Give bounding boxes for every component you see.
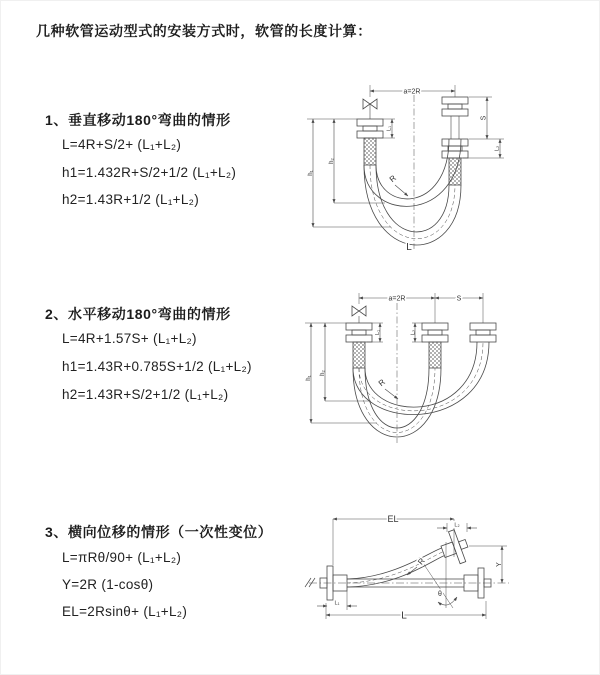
diagram-vertical-180-bend bbox=[299, 77, 533, 261]
tilted-flange-displaced bbox=[437, 527, 472, 568]
page-title: 几种软管运动型式的安装方式时，软管的长度计算： bbox=[36, 23, 372, 39]
formula-s2-length: L=4R+1.57S+ (L₁+L₂) bbox=[62, 331, 197, 346]
dim-label-l1: L₁ bbox=[334, 600, 340, 607]
dim-label-l1: L₁ bbox=[375, 330, 381, 335]
section-2-heading: 2、水平移动180°弯曲的情形 bbox=[45, 306, 231, 322]
formula-s3-el: EL=2Rsinθ+ (L₁+L₂) bbox=[62, 604, 188, 619]
formula-s3-y: Y=2R (1-cosθ) bbox=[62, 577, 154, 592]
dim-label-l2: L₂ bbox=[410, 329, 417, 336]
formula-s3-length: L=πRθ/90+ (L₁+L₂) bbox=[62, 550, 182, 565]
section-3-heading: 3、横向位移的情形（一次性变位） bbox=[45, 524, 273, 540]
formula-s2-h2: h2=1.43R+S/2+1/2 (L₁+L₂) bbox=[62, 387, 229, 402]
right-fitting-lower bbox=[442, 139, 468, 158]
formula-s2-h1: h1=1.43R+0.785S+1/2 (L₁+L₂) bbox=[62, 359, 252, 374]
dim-label-h2: h₂ bbox=[329, 158, 335, 164]
centerline-break-icon bbox=[305, 578, 315, 587]
dim-label-el: EL bbox=[387, 514, 399, 524]
dim-label-length: L bbox=[401, 610, 407, 622]
diagram-horizontal-180-bend bbox=[301, 287, 535, 451]
dim-label-y: Y bbox=[496, 562, 503, 567]
dim-label-span: a=2R bbox=[403, 88, 421, 96]
dim-label-span: a=2R bbox=[388, 295, 406, 303]
section-1-heading: 1、垂直移动180°弯曲的情形 bbox=[45, 112, 231, 128]
dim-label-h2: h₂ bbox=[320, 370, 326, 376]
middle-fitting bbox=[422, 323, 448, 342]
left-fitting bbox=[346, 323, 372, 342]
diagram-lateral-displacement bbox=[301, 507, 566, 655]
radius-label: R bbox=[387, 173, 398, 185]
angle-label: θ bbox=[438, 591, 442, 598]
dim-label-h1: h₁ bbox=[306, 375, 312, 381]
dim-label-h1: h₁ bbox=[308, 170, 314, 176]
right-fitting-moved bbox=[470, 323, 496, 342]
formula-s1-h2: h2=1.43R+1/2 (L₁+L₂) bbox=[62, 192, 200, 207]
length-label: L bbox=[406, 242, 412, 253]
radius-label: R bbox=[376, 377, 387, 389]
braided-hose-left bbox=[353, 342, 365, 368]
formula-s1-h1: h1=1.432R+S/2+1/2 (L₁+L₂) bbox=[62, 165, 237, 180]
braided-hose-left bbox=[364, 138, 376, 165]
dim-label-l2: L₂ bbox=[494, 145, 501, 152]
dim-label-l2: L₂ bbox=[454, 522, 460, 529]
valve-icon bbox=[363, 99, 377, 119]
dim-label-travel: S bbox=[456, 295, 462, 303]
radius-label: R bbox=[416, 556, 427, 567]
formula-s1-length: L=4R+S/2+ (L₁+L₂) bbox=[62, 137, 182, 152]
right-fitting-raised bbox=[442, 97, 468, 116]
valve-icon bbox=[352, 306, 366, 323]
braided-hose-middle bbox=[429, 342, 441, 368]
dim-label-l1: L₁ bbox=[386, 126, 393, 131]
dim-label-travel: S bbox=[480, 115, 488, 121]
left-fitting bbox=[357, 119, 383, 138]
